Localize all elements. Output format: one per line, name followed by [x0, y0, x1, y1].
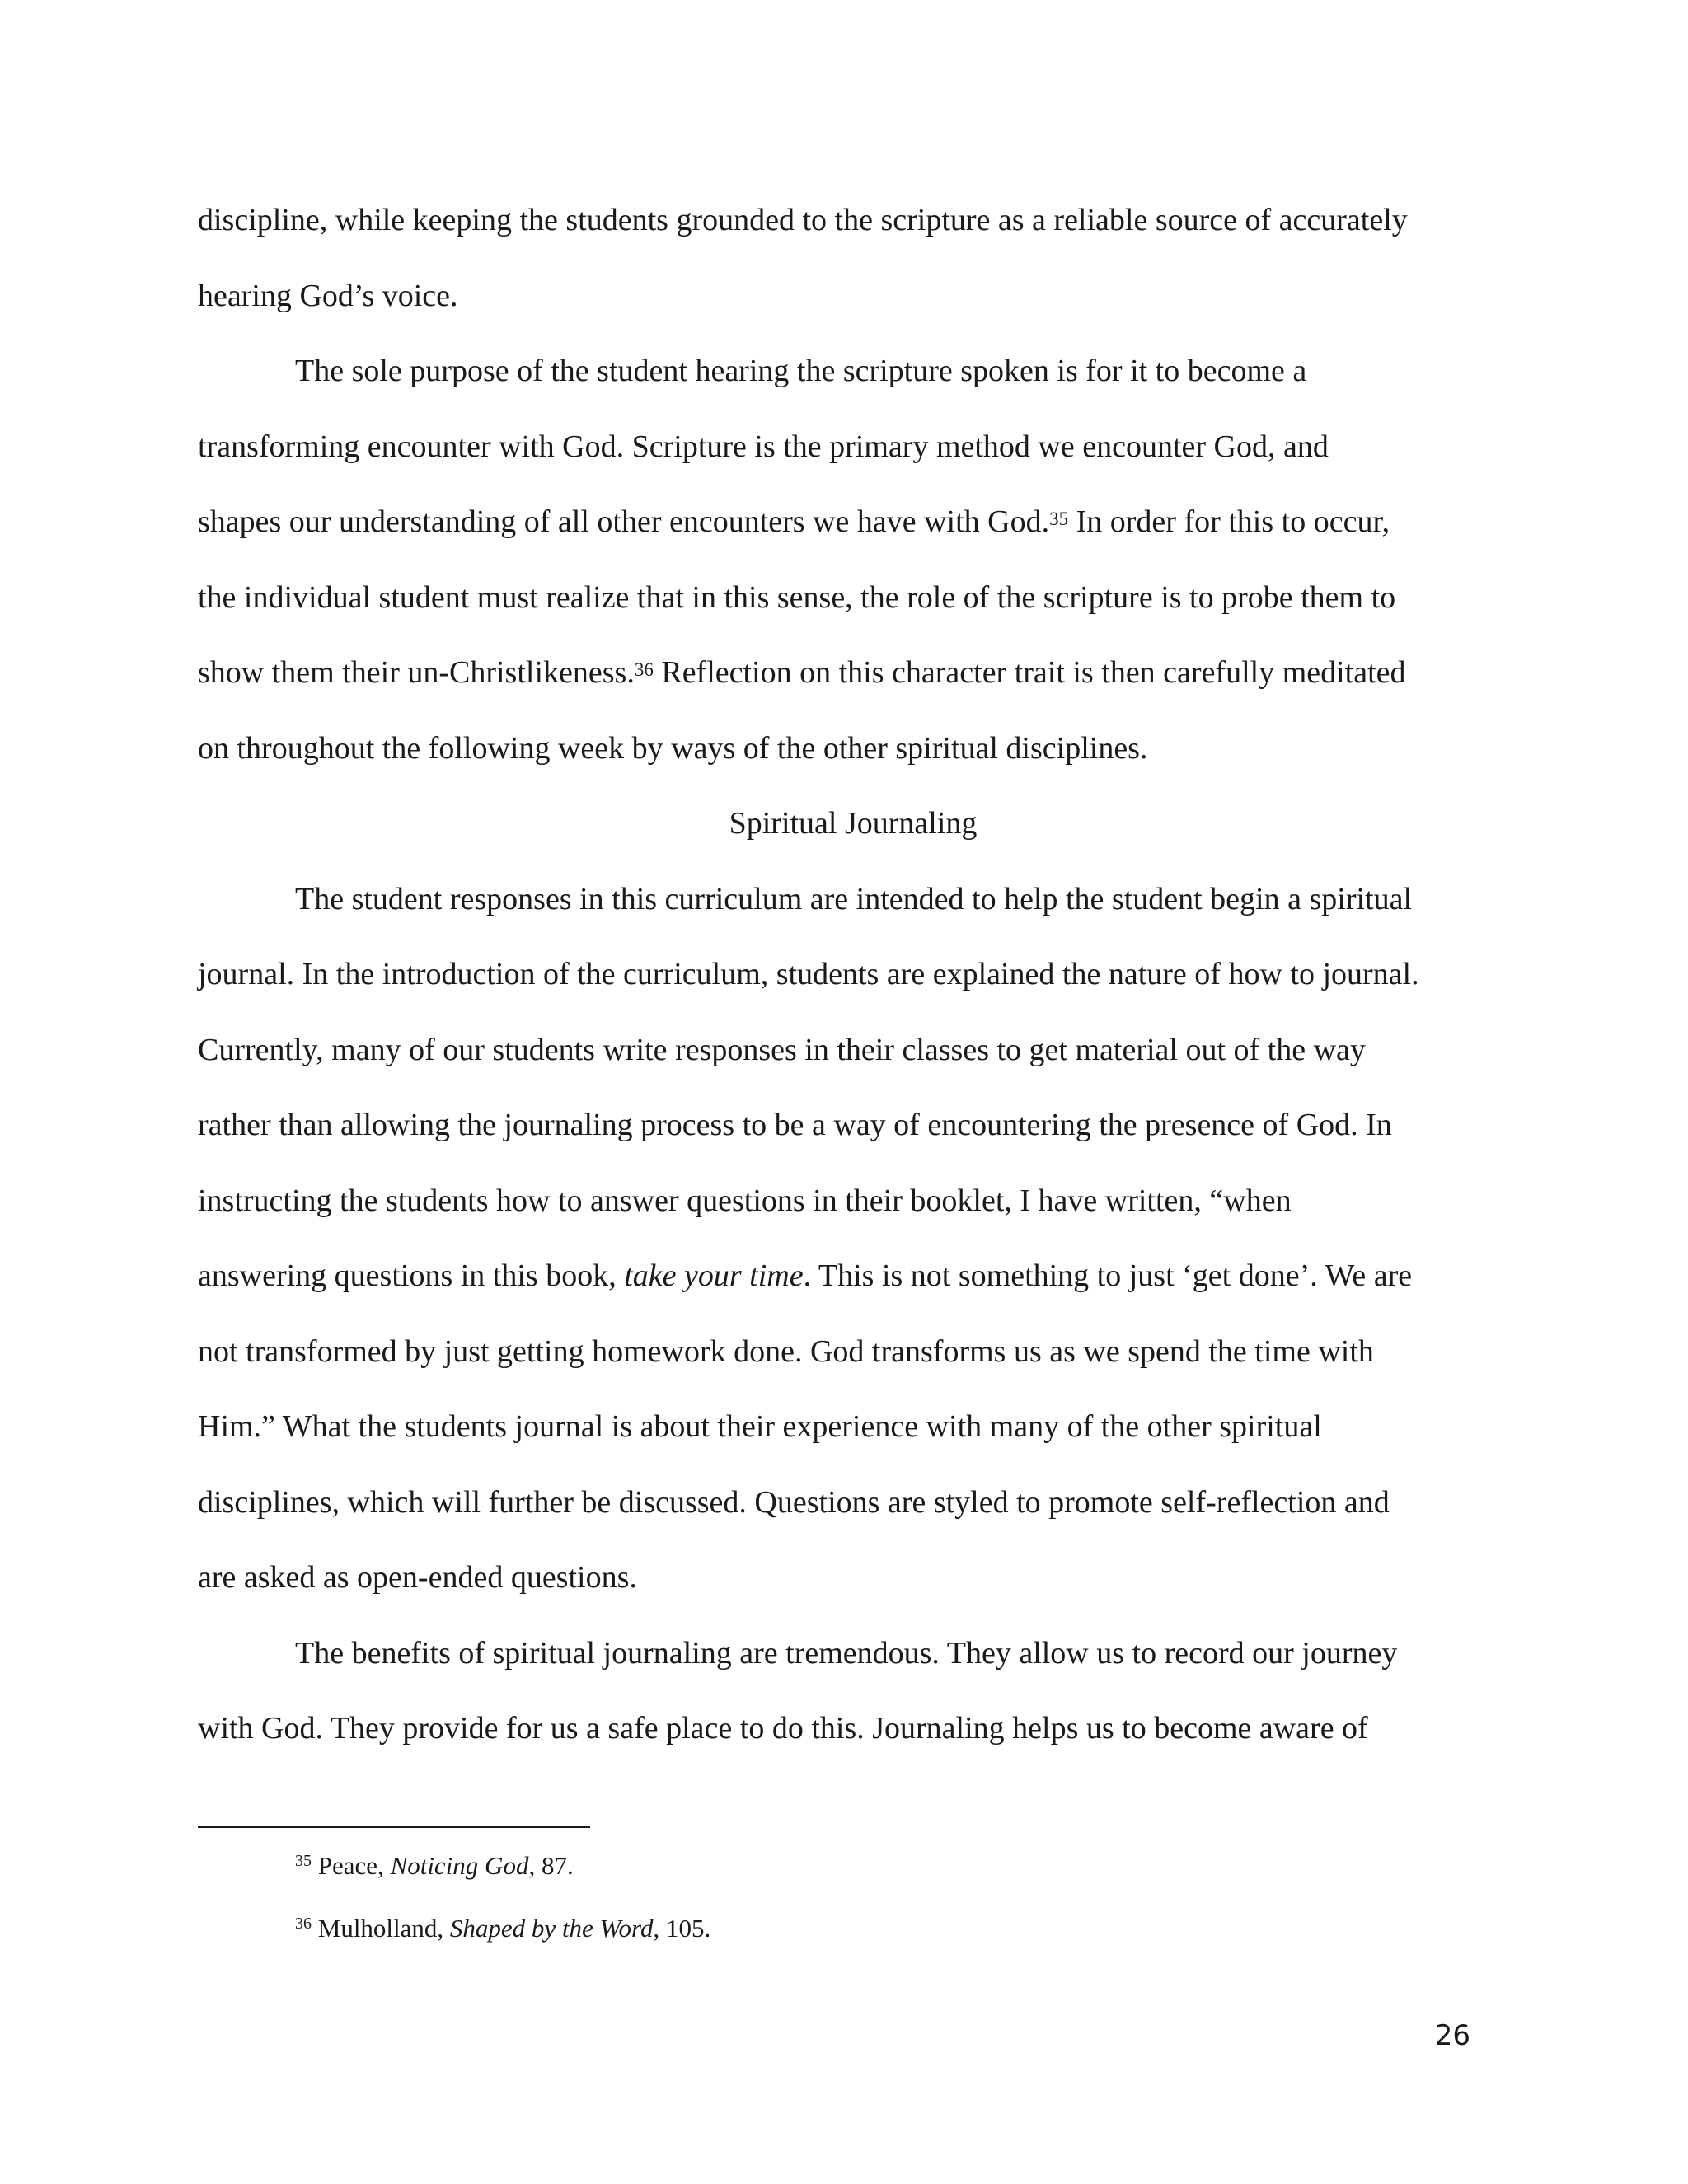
- footnote-ref-36: 36: [634, 659, 654, 680]
- text-line: Currently, many of our students write responses in their classes to get material out of the way: [198, 1032, 1366, 1067]
- page-number: 26: [1434, 2019, 1470, 2052]
- text-segment: . This is not something to just ‘get done’. We are: [803, 1258, 1413, 1293]
- text-line: [198, 485, 1508, 560]
- text-segment: Reflection on this character trait is then carefully meditated: [653, 655, 1406, 690]
- footnote-page: , 105.: [653, 1914, 711, 1943]
- footnote-35: [295, 1835, 1449, 1897]
- footnote-36: [295, 1897, 1449, 1960]
- section-heading: Spiritual Journaling: [729, 806, 978, 841]
- text-line: rather than allowing the journaling process to be a way of encountering the presence of God. In: [198, 1108, 1392, 1142]
- text-line: on throughout the following week by ways of the other spiritual disciplines.: [198, 730, 1148, 766]
- paragraph-start: The benefits of spiritual journaling are tremendous. They allow us to record our journey: [295, 1635, 1398, 1671]
- text-line: the individual student must realize that in this sense, the role of the scripture is to probe them to: [198, 579, 1396, 615]
- text-line: hearing God’s voice.: [198, 278, 458, 313]
- paragraph-start: The sole purpose of the student hearing the scripture spoken is for it to become a: [295, 354, 1307, 388]
- text-line: disciplines, which will further be discussed. Questions are styled to promote self-reflection and: [198, 1484, 1390, 1520]
- text-line: discipline, while keeping the students grounded to the scripture as a reliable source of accurately: [198, 203, 1408, 237]
- footnotes: [295, 1835, 1449, 1960]
- footnote-author: Mulholland,: [312, 1914, 450, 1943]
- text-line: Him.” What the students journal is about their experience with many of the other spiritual: [198, 1409, 1322, 1444]
- text-segment: In order for this to occur,: [1068, 504, 1390, 539]
- text-line: with God. They provide for us a safe place to do this. Journaling helps us to become aware of: [198, 1711, 1368, 1746]
- text-line: [198, 635, 1508, 711]
- paragraph-start: The student responses in this curriculum are intended to help the student begin a spiritual: [295, 881, 1413, 916]
- text-line: are asked as open-ended questions.: [198, 1560, 637, 1595]
- footnote-page: , 87.: [528, 1851, 574, 1880]
- footnote-number: 36: [295, 1915, 312, 1933]
- text-segment: answering questions in this book,: [198, 1258, 625, 1293]
- text-line: not transformed by just getting homework done. God transforms us as we spend the time with: [198, 1333, 1374, 1369]
- footnote-title: Noticing God: [390, 1851, 529, 1880]
- text-line: journal. In the introduction of the curriculum, students are explained the nature of how to journal.: [198, 957, 1419, 991]
- footnote-number: 35: [295, 1852, 312, 1870]
- text-segment: shapes our understanding of all other encounters we have with God.: [198, 504, 1050, 539]
- footnote-author: Peace,: [312, 1851, 391, 1880]
- footnote-ref-35: 35: [1049, 509, 1069, 529]
- text-line: instructing the students how to answer questions in their booklet, I have written, “when: [198, 1183, 1292, 1218]
- text-segment: show them their un-Christlikeness.: [198, 655, 635, 690]
- body-text: [198, 183, 1508, 1767]
- footnote-title: Shaped by the Word: [449, 1914, 654, 1943]
- footnote-divider: [198, 1826, 590, 1828]
- text-line: transforming encounter with God. Scripture is the primary method we encounter God, and: [198, 429, 1329, 464]
- emphasis-text: take your time: [624, 1258, 804, 1293]
- text-line: [198, 1239, 1508, 1315]
